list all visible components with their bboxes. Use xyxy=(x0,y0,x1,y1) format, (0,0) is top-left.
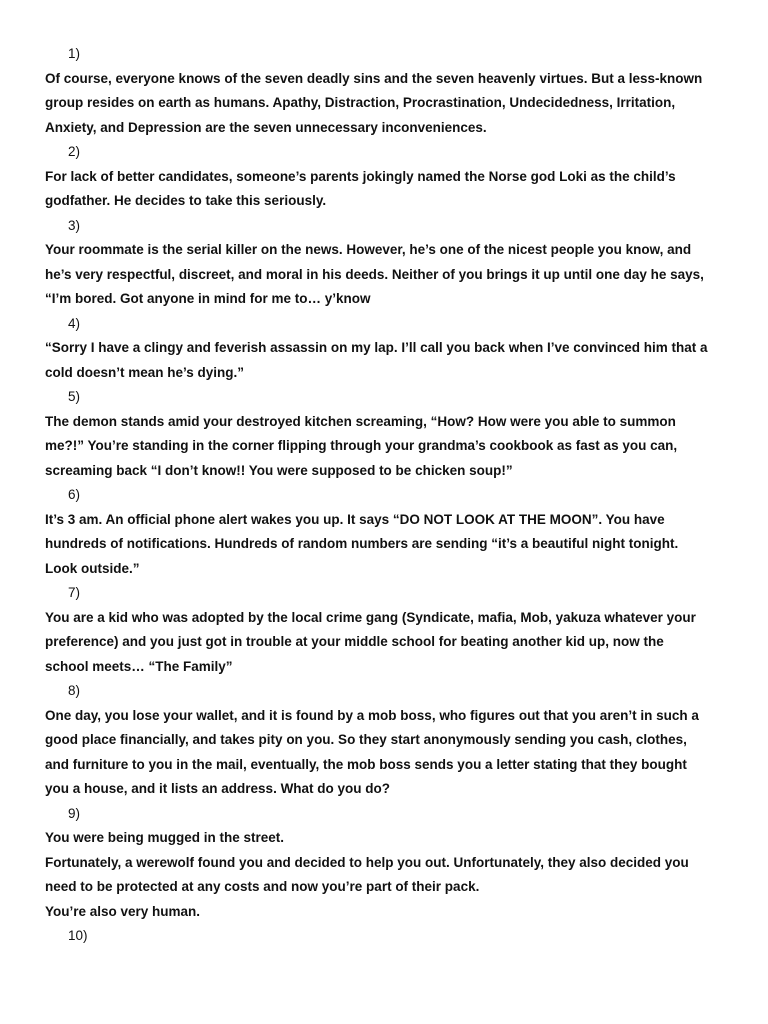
prompt-item xyxy=(0,140,768,214)
prompt-number: 7) xyxy=(68,585,81,600)
prompt-text xyxy=(0,508,768,582)
prompt-text-line: preference) and you just got in trouble at your middle school for beating another kid up, now the xyxy=(45,634,664,649)
prompt-text-line: hundreds of notifications. Hundreds of random numbers are sending “it’s a beautiful night tonight. xyxy=(45,536,679,551)
prompt-text-line: Anxiety, and Depression are the seven unnecessary inconveniences. xyxy=(45,119,487,135)
prompt-number: 10) xyxy=(68,928,88,943)
prompt-text-line: It’s 3 am. An official phone alert wakes you up. It says “DO NOT LOOK AT THE MOON”. You have xyxy=(45,511,665,527)
prompt-text xyxy=(0,410,768,484)
prompt-number: 8) xyxy=(68,683,81,698)
prompt-number: 4) xyxy=(68,315,81,331)
prompt-text-line: school meets… “The Family” xyxy=(45,658,233,674)
prompt-text-line: One day, you lose your wallet, and it is found by a mob boss, who figures out that you aren’t in such a xyxy=(45,707,699,723)
prompt-text xyxy=(0,165,768,214)
prompt-number: 9) xyxy=(68,805,81,821)
prompt-text xyxy=(0,606,768,680)
prompt-item xyxy=(0,924,768,949)
prompt-text-line: Your roommate is the serial killer on the news. However, he’s one of the nicest people you know, and xyxy=(45,242,692,257)
prompt-text-line: The demon stands amid your destroyed kitchen screaming, “How? How were you able to summon xyxy=(45,413,676,429)
prompt-text-line: “I’m bored. Got anyone in mind for me to… y’know xyxy=(45,291,371,306)
prompt-item xyxy=(0,581,768,679)
prompt-text-line: Look outside.” xyxy=(45,560,140,576)
prompt-text xyxy=(0,67,768,141)
prompt-text-line: and furniture to you in the mail, eventually, the mob boss sends you a letter stating that they bought xyxy=(45,756,687,772)
prompt-item xyxy=(0,214,768,312)
prompt-text xyxy=(0,336,768,385)
prompt-text-line: cold doesn’t mean he’s dying.” xyxy=(45,364,245,380)
prompt-text-line: Fortunately, a werewolf found you and decided to help you out. Unfortunately, they also decided you xyxy=(45,854,689,870)
prompt-number: 1) xyxy=(68,46,81,61)
prompt-text-line: For lack of better candidates, someone’s parents jokingly named the Norse god Loki as the child’s xyxy=(45,168,676,184)
prompt-item xyxy=(0,802,768,925)
prompt-item xyxy=(0,385,768,483)
prompt-text-line: screaming back “I don’t know!! You were supposed to be chicken soup!” xyxy=(45,462,513,478)
prompt-text-line: he’s very respectful, discreet, and moral in his deeds. Neither of you brings it up until one day he says, xyxy=(45,266,704,282)
prompt-text xyxy=(0,826,768,924)
prompt-text-line: me?!” You’re standing in the corner flipping through your grandma’s cookbook as fast as you can, xyxy=(45,438,678,453)
prompt-text-line: need to be protected at any costs and now you’re part of their pack. xyxy=(45,879,480,894)
prompt-text-line: group resides on earth as humans. Apathy, Distraction, Procrastination, Undecidedness, Irritation, xyxy=(45,95,676,110)
prompt-text-line: You are a kid who was adopted by the local crime gang (Syndicate, mafia, Mob, yakuza whatever your xyxy=(45,609,696,625)
prompt-item xyxy=(0,42,768,140)
prompt-number: 5) xyxy=(68,389,81,404)
document-page xyxy=(0,42,768,949)
prompt-text-line: “Sorry I have a clingy and feverish assassin on my lap. I’ll call you back when I’ve convinced him that a xyxy=(45,340,708,355)
prompt-text-line: godfather. He decides to take this seriously. xyxy=(45,193,327,208)
prompt-text-line: You’re also very human. xyxy=(45,903,201,919)
prompt-text-line: you a house, and it lists an address. What do you do? xyxy=(45,781,391,796)
prompt-text xyxy=(0,704,768,802)
prompt-text-line: You were being mugged in the street. xyxy=(45,830,285,845)
prompt-item xyxy=(0,679,768,802)
prompt-number: 2) xyxy=(68,144,81,159)
prompt-item xyxy=(0,483,768,581)
prompt-item xyxy=(0,312,768,386)
prompt-text-line: good place financially, and takes pity on you. So they start anonymously sending you cash, clothes, xyxy=(45,732,687,747)
prompt-number: 6) xyxy=(68,487,81,502)
prompt-number: 3) xyxy=(68,217,81,233)
prompt-text-line: Of course, everyone knows of the seven deadly sins and the seven heavenly virtues. But a less-known xyxy=(45,70,703,86)
prompt-text xyxy=(0,238,768,312)
